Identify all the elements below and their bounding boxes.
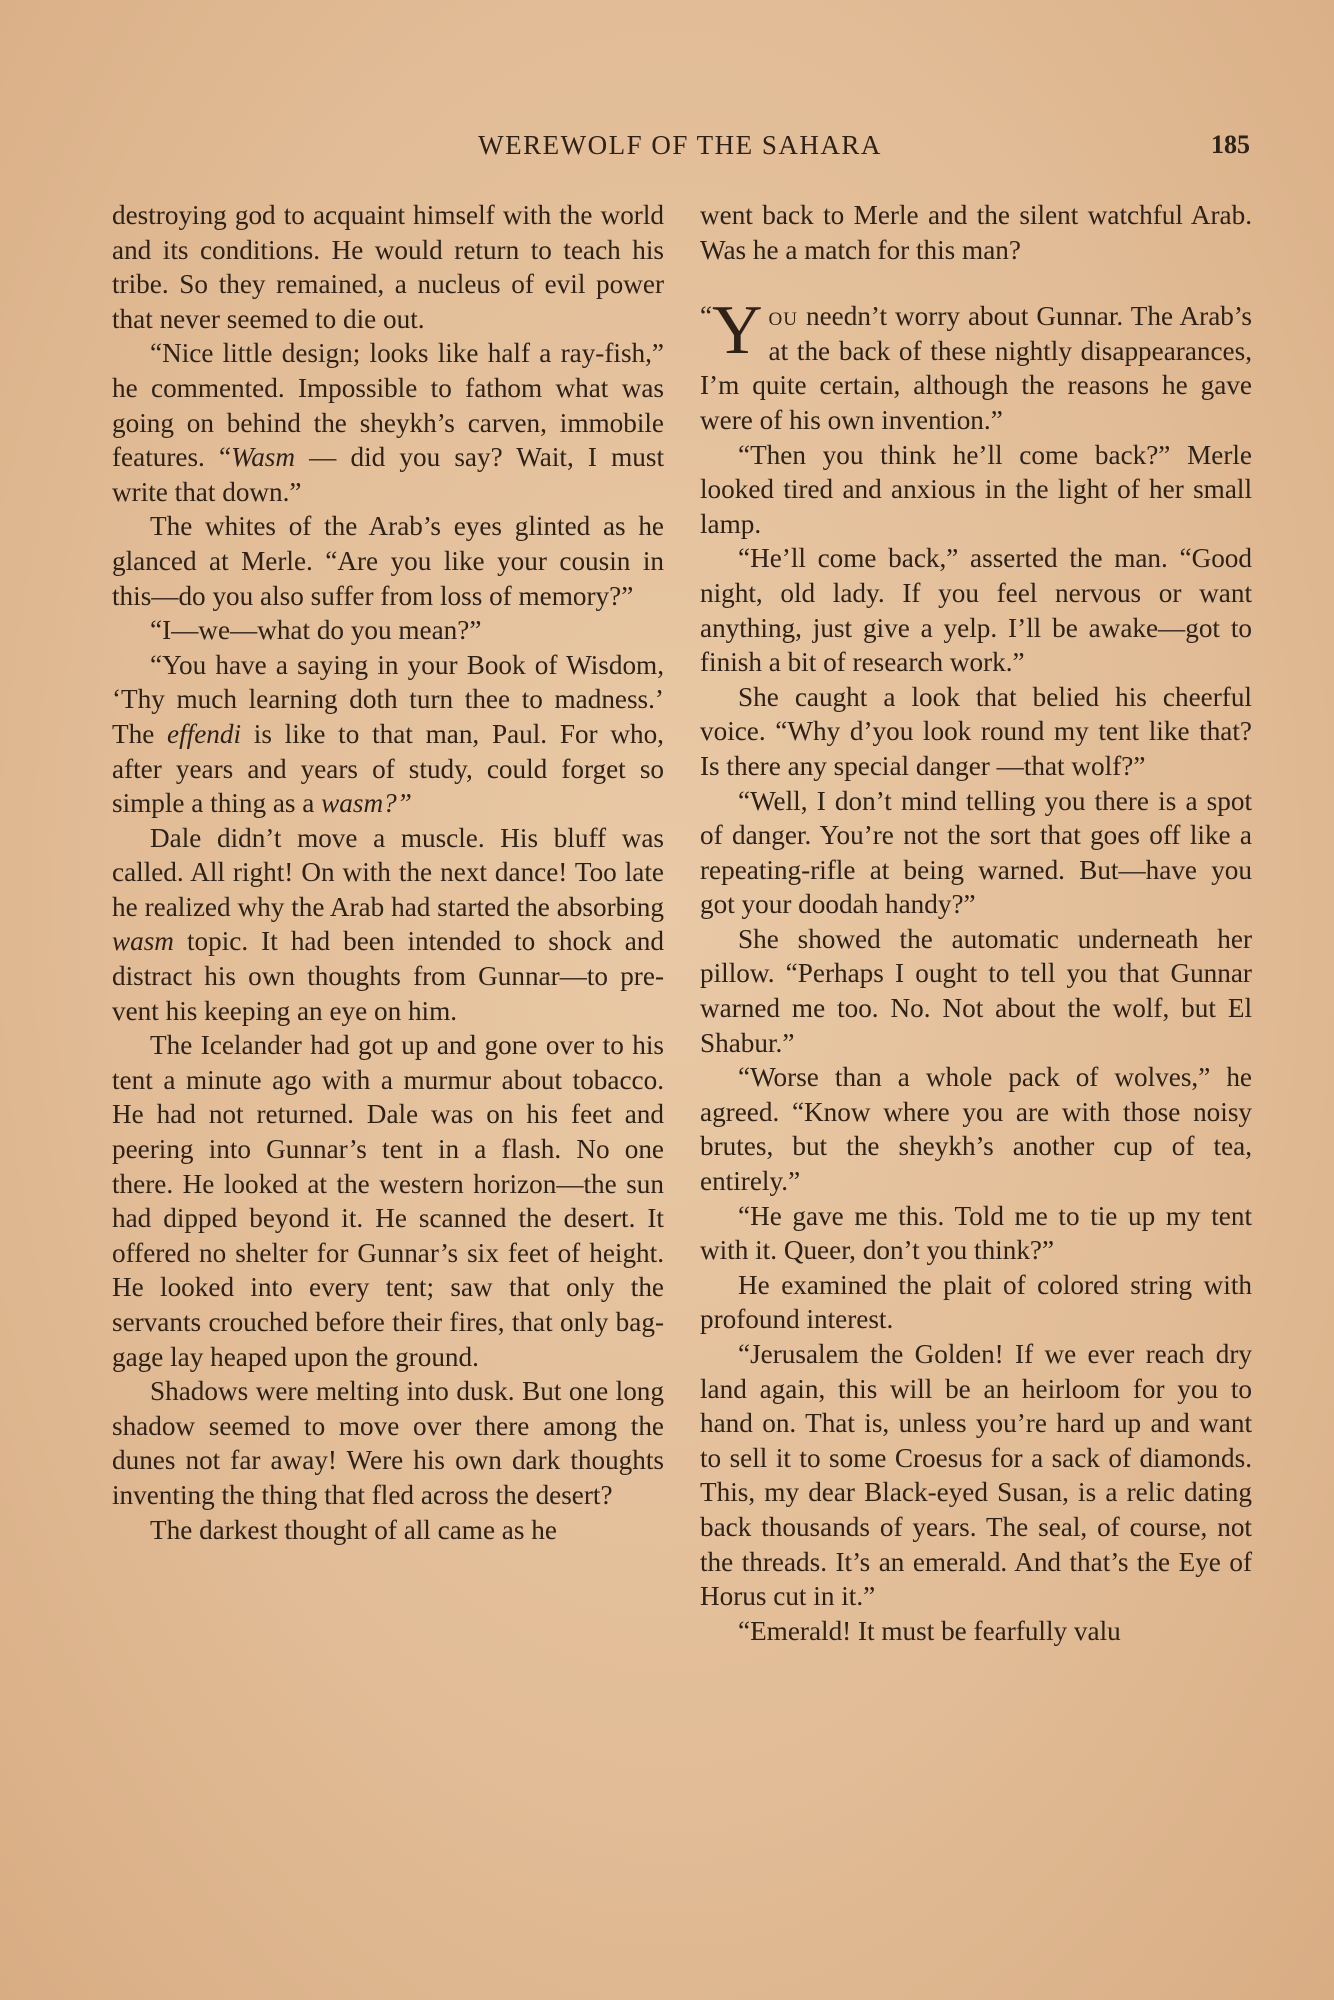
italic-word: effendi: [167, 718, 242, 749]
paragraph: [112, 648, 664, 821]
paragraph: “He’ll come back,” asserted the man. “Good night, old lady. If you feel nervous or want anything, just give a yelp. I’ll be awake—got to finish a bit of research work.”: [700, 543, 1252, 678]
section-opening-paragraph: [700, 292, 1252, 437]
paragraph: went back to Merle and the silent watchful Arab. Was he a match for this man?: [700, 200, 1252, 265]
paragraph: The darkest thought of all came as he: [150, 1514, 557, 1545]
paragraph: “He gave me this. Told me to tie up my tent with it. Queer, don’t you think?”: [700, 1200, 1252, 1266]
text-run: topic. It had been intended to shock and distract his own thoughts from Gunnar—to prevent his keeping an eye on him.: [112, 926, 664, 1026]
running-head: [110, 130, 1250, 170]
text-run: — did you say? Wait, I must write that down.”: [112, 442, 664, 507]
text-run: Dale didn’t move a muscle. His bluff was called. All right! On with the next dance! Too late he realized why the Arab had started the absorbing: [112, 822, 664, 922]
paragraph: destroying god to acquaint himself with the world and its conditions. He would return to teach his tribe. So they remained, a nucleus of evil power that never seemed to die out.: [112, 200, 664, 334]
drop-cap: Y: [711, 292, 763, 370]
text-run: needn’t worry about Gunnar. The Arab’s at the back of these nightly disappearances, I’m quite certain, although the reasons he gave were of his own invention.”: [700, 301, 1252, 435]
text-run: “You have a saying in your Book of Wisdom, ‘Thy much learning doth turn thee to madness.’ The: [112, 649, 664, 749]
paragraph: The Icelander had got up and gone over to his tent a minute ago with a murmur about tobacco. He had not returned. Dale was on his feet and peering into Gunnar’s tent in a flash. No one there. He looked at the western horizon—the sun had dipped beyond it. He scanned the desert. It offered no shelter for Gunnar’s six feet of height. He looked into every tent; saw that only the servants crouched before their fires, that only baggage lay heaped upon the ground.: [112, 1030, 664, 1372]
italic-word: wasm: [112, 926, 174, 957]
paragraph: He examined the plait of colored string with profound interest.: [700, 1269, 1252, 1335]
paragraph: “Emerald! It must be fearfully valu: [738, 1615, 1121, 1646]
running-title: WEREWOLF OF THE SAHARA: [478, 130, 882, 160]
small-caps-text: ou: [768, 301, 798, 332]
page-number: 185: [1211, 130, 1250, 159]
right-column: [700, 198, 1252, 1648]
paragraph: “I—we—what do you mean?”: [150, 615, 482, 646]
italic-word: Wasm: [231, 442, 296, 473]
text-run: is like to that man, Paul. For who, after years and years of study, could forget so simple a thing as a: [112, 718, 664, 819]
paragraph: [112, 336, 664, 509]
left-column: [112, 198, 664, 1547]
paragraph: Shadows were melting into dusk. But one long shadow seemed to move over there among the dunes not far away! Were his own dark thoughts inventing the thing that fled across the desert?: [112, 1376, 664, 1510]
text-run: “Nice little design; looks like half a ray-fish,” he commented. Impossible to fathom what was going on behind the sheykh’s carven, immobile features. “: [112, 338, 664, 473]
paragraph: “Well, I don’t mind telling you there is a spot of danger. You’re not the sort that goes off like a repeating-rifle at being warned. But—have you got your doodah handy?”: [700, 785, 1252, 920]
paragraph: “Jerusalem the Golden! If we ever reach dry land again, this will be an heirloom for you to hand on. That is, unless you’re hard up and want to sell it to some Croesus for a sack of diamonds. This, my dear Black-eyed Susan, is a relic dating back thousands of years. The seal, of course, not the threads. It’s an emerald. And that’s the Eye of Horus cut in it.”: [700, 1339, 1252, 1612]
paragraph: “Worse than a whole pack of wolves,” he agreed. “Know where you are with those noisy brutes, but the sheykh’s another cup of tea, entirely.”: [700, 1062, 1252, 1197]
paragraph: The whites of the Arab’s eyes glinted as he glanced at Merle. “Are you like your cousin in this—do you also suffer from loss of memory?”: [112, 511, 664, 611]
paragraph: She showed the automatic underneath her pillow. “Perhaps I ought to tell you that Gunnar warned me too. No. Not about the wolf, but El Shabur.”: [700, 923, 1252, 1058]
italic-word: wasm?”: [321, 788, 412, 819]
paragraph: [112, 821, 664, 1029]
paragraph: She caught a look that belied his cheerful voice. “Why d’you look round my tent like that? Is there any special danger —that wolf?”: [700, 681, 1252, 781]
opening-quote-mark: “: [700, 301, 712, 332]
paragraph: “Then you think he’ll come back?” Merle looked tired and anxious in the light of her small lamp.: [700, 439, 1252, 539]
